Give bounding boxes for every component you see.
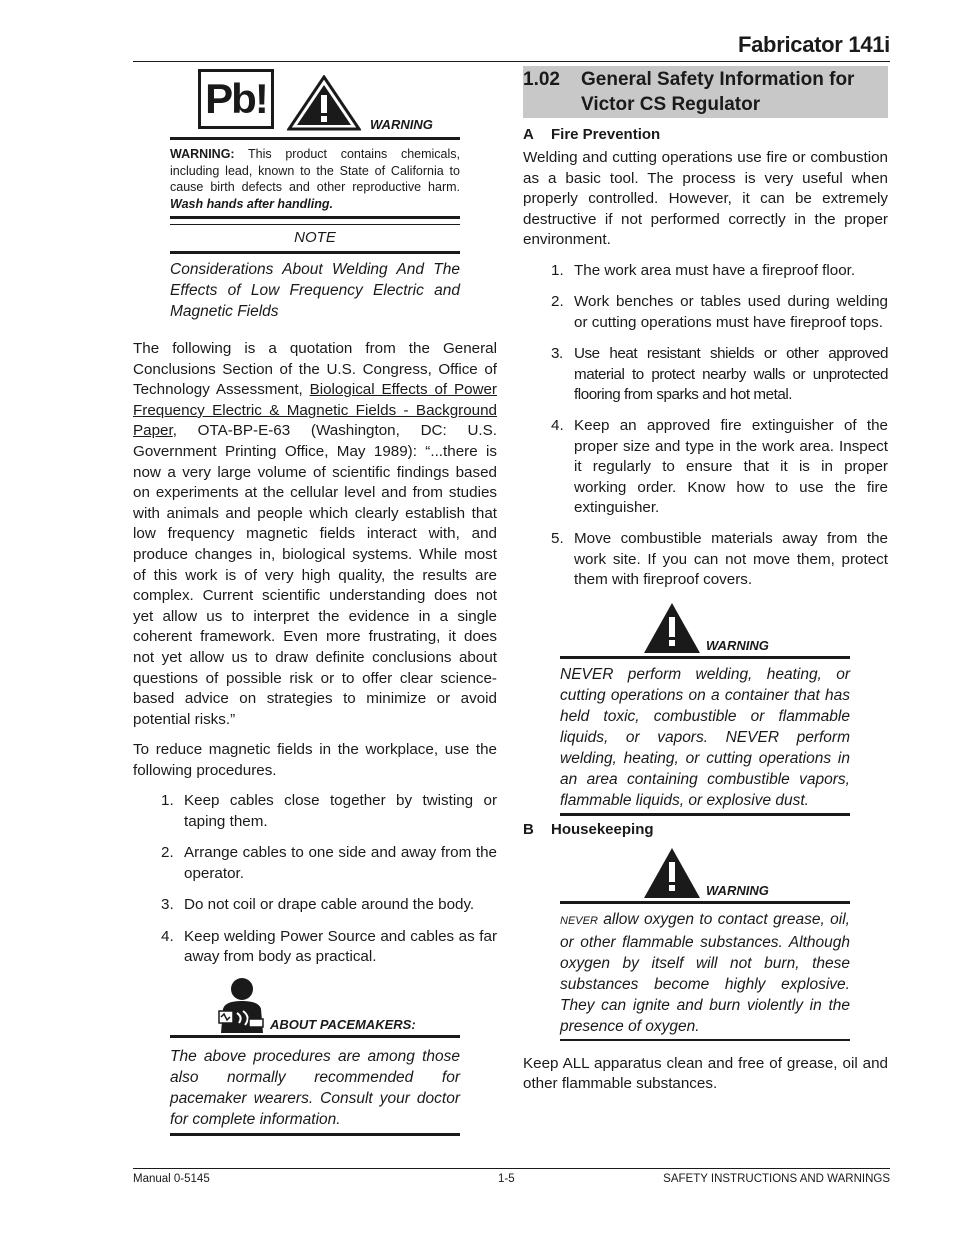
paper-title-link: Biological Effects of Power Frequency Electric & Magnetic Fields - Background Paper — [133, 381, 497, 440]
fire-prevention-paragraph: Welding and cutting operations use fire or combustion as a basic tool. The process is very useful when properly controlled. However, it can be extremely destructive if not performed correctly in the proper environment. — [523, 149, 888, 249]
footer-rule — [133, 1168, 890, 1169]
list-item: 3. Use heat resistant shields or other approved material to protect nearby walls or unprotected flooring from sparks and hot metal. — [551, 345, 888, 403]
list-item: 2. Work benches or tables used during welding or cutting operations must have fireproof tops. — [551, 293, 888, 331]
container-warning-box — [560, 601, 850, 816]
pacemaker-text: The above procedures are among those also normally recommended for pacemaker wearers. Consult your doctor for complete information. — [170, 1048, 460, 1129]
warning-bottom-rule — [560, 1039, 850, 1041]
lead-warning-text: WARNING: This product contains chemicals, including lead, known to the State of California to cause birth defects and other reproductive harm. Wash hands after handling. — [170, 147, 460, 211]
warning-bottom-rule — [560, 813, 850, 816]
footer-section-name: SAFETY INSTRUCTIONS AND WARNINGS — [663, 1173, 890, 1185]
manual-title: Fabricator 141i — [737, 32, 890, 57]
pacemaker-box — [170, 977, 460, 1136]
pacemaker-bottom-rule — [170, 1133, 460, 1136]
warning-rule — [560, 656, 850, 659]
warning-bottom-rule — [170, 216, 460, 219]
container-warning-text: NEVER perform welding, heating, or cutting operations on a container that has held toxic, combustible or flammable liquids, or vapors. NEVER perform welding, heating, or cutting operations in an area containing combustible vapors, flammable liquids, or explosive dust. — [560, 665, 850, 809]
warning-triangle-icon — [642, 846, 702, 900]
warning-label: WARNING — [706, 882, 769, 898]
procedures-intro: To reduce magnetic fields in the workplace, use the following procedures. — [133, 741, 497, 779]
pacemaker-person-icon — [217, 977, 269, 1033]
left-column — [133, 66, 497, 1136]
magnetic-field-steps — [133, 791, 497, 967]
warning-triangle-icon — [287, 75, 361, 131]
note-rule — [170, 224, 460, 225]
warning-rule — [170, 137, 460, 140]
lead-warning-box — [170, 69, 460, 219]
subsection-housekeeping: B Housekeeping — [523, 820, 654, 838]
header-rule — [133, 61, 890, 62]
note-label: NOTE — [294, 229, 336, 246]
list-item: 3. Do not coil or drape cable around the body. — [161, 896, 475, 914]
warning-rule — [560, 901, 850, 904]
note-text: Considerations About Welding And The Effects of Low Frequency Electric and Magnetic Fields — [170, 261, 460, 320]
pacemaker-label: ABOUT PACEMAKERS: — [270, 1017, 416, 1033]
list-item: 4. Keep an approved fire extinguisher of the proper size and type in the work area. Inspect it regularly to ensure that it is in proper working order. Know how to use the fire extinguisher. — [551, 417, 888, 517]
warning-label: WARNING — [706, 637, 769, 653]
oxygen-warning-text: NEVER allow oxygen to contact grease, oil, or other flammable substances. Although oxygen by itself will not burn, these substances become highly explosive. They can ignite and burn violently in the presence of oxygen. — [560, 910, 850, 1035]
note-box — [170, 224, 460, 322]
right-column — [523, 66, 888, 1095]
list-item: 1. Keep cables close together by twisting or taping them. — [161, 792, 497, 830]
list-item: 5. Move combustible materials away from the work site. If you can not move them, protect them with fireproof covers. — [551, 530, 888, 589]
footer-page-number: 1-5 — [498, 1173, 515, 1185]
note-rule-2 — [170, 251, 460, 254]
oxygen-warning-box — [560, 846, 850, 1041]
warning-label: WARNING — [370, 117, 433, 132]
list-item: 1. The work area must have a fireproof floor. — [551, 261, 856, 279]
warning-triangle-icon — [642, 601, 702, 655]
list-item: 4. Keep welding Power Source and cables as far away from body as practical. — [161, 927, 497, 965]
housekeeping-paragraph: Keep ALL apparatus clean and free of grease, oil and other flammable substances. — [523, 1054, 888, 1093]
subsection-fire-prevention: A Fire Prevention — [523, 126, 661, 143]
pacemaker-rule — [170, 1035, 460, 1038]
footer-manual-number: Manual 0-5145 — [133, 1173, 210, 1185]
list-item: 2. Arrange cables to one side and away from the operator. — [161, 844, 497, 882]
pb-lead-symbol: Pb! — [198, 69, 274, 129]
section-heading: 1.02 General Safety Information for Victor CS Regulator — [523, 66, 888, 118]
fire-prevention-steps — [523, 261, 888, 591]
quotation-paragraph: The following is a quotation from the General Conclusions Section of the U.S. Congress, Office of Technology Assessment, Biological Effects of Power Frequency Electric & Magnetic Fields - Background Paper, OTA-BP-E-63 (Washington, DC: U.S. Government Printing Office, May 1989): “...there is now a very large volume of scientific findings based on experiments at the cellular level and from studies with animals and people which clearly establish that low frequency magnetic fields interact with, and produce changes in, biological systems. While most of this work is of very high quality, the results are complex. Current scientific understanding does not yet allow us to interpret the evidence in a single coherent framework. Even more frustrating, it does not yet allow us to draw definite conclusions about questions of possible risk or to offer clear science-based advice on strategies to minimize or avoid potential risks.” — [133, 340, 497, 728]
